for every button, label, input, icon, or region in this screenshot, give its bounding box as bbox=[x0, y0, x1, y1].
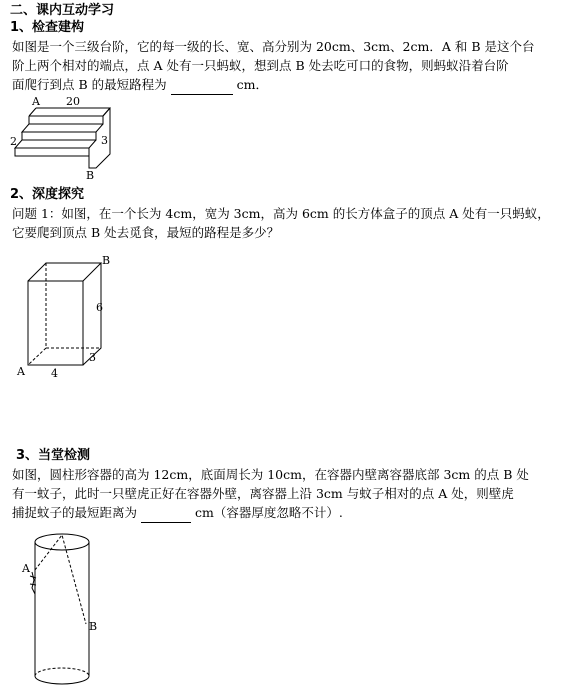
stair-label-A: A bbox=[32, 96, 40, 108]
part2-text-line2: 它要爬到顶点 B 处去觅食，最短的路程是多少？ bbox=[12, 225, 280, 240]
part2-heading: 2、深度探究 bbox=[10, 187, 85, 202]
part3-line3-prefix: 捕捉蚊子的最短距离为 bbox=[12, 505, 138, 520]
cylinder-label-A: A bbox=[22, 562, 30, 575]
part1-line3-suffix: cm． bbox=[236, 77, 268, 92]
part1-text-line2: 阶上两个相对的端点，点 A 处有一只蚂蚁，想到点 B 处去吃可口的食物，则蚂蚁沿着台阶 bbox=[12, 58, 509, 73]
answer-blank-1[interactable] bbox=[171, 76, 233, 95]
part3-text-line3 bbox=[12, 504, 343, 523]
part1-line3-prefix: 面爬行到点 B 的最短路程为 bbox=[12, 77, 167, 92]
part2-text-line1: 问题 1：如图，在一个长为 4cm，宽为 3cm，高为 6cm 的长方体盒子的顶点 A 处有一只蚂蚁， bbox=[12, 206, 550, 221]
part3-text-line1: 如图，圆柱形容器的高为 12cm，底面周长为 10cm，在容器内壁离容器底部 3cm 的点 B 处 bbox=[12, 467, 529, 482]
part3-text-line2: 有一蚊子，此时一只壁虎正好在容器外壁，离容器上沿 3cm 与蚊子相对的点 A 处，则壁虎 bbox=[12, 486, 514, 501]
staircase-figure bbox=[10, 96, 125, 181]
cylinder-label-B: B bbox=[89, 620, 98, 633]
cylinder-figure bbox=[18, 528, 108, 693]
stair-label-2: 2 bbox=[10, 135, 17, 148]
box-label-height: 6 bbox=[96, 301, 103, 314]
stair-label-3: 3 bbox=[101, 134, 108, 147]
box-label-width: 3 bbox=[89, 351, 96, 364]
stair-label-20: 20 bbox=[66, 96, 80, 108]
stair-label-B: B bbox=[86, 169, 95, 181]
answer-blank-2[interactable] bbox=[141, 504, 191, 523]
section-title: 二、课内互动学习 bbox=[10, 3, 115, 18]
part1-text-line1: 如图是一个三级台阶，它的每一级的长、宽、高分别为 20cm、3cm、2cm．A 和 B 是这个台 bbox=[12, 39, 535, 54]
box-label-A: A bbox=[17, 365, 25, 378]
box-figure bbox=[16, 253, 116, 378]
box-label-length: 4 bbox=[51, 367, 58, 378]
box-label-B: B bbox=[102, 254, 111, 267]
part1-text-line3 bbox=[12, 76, 268, 95]
part3-line3-suffix: cm（容器厚度忽略不计）. bbox=[194, 505, 343, 520]
part3-heading: 3、当堂检测 bbox=[16, 448, 91, 463]
part1-heading: 1、检查建构 bbox=[10, 20, 85, 35]
